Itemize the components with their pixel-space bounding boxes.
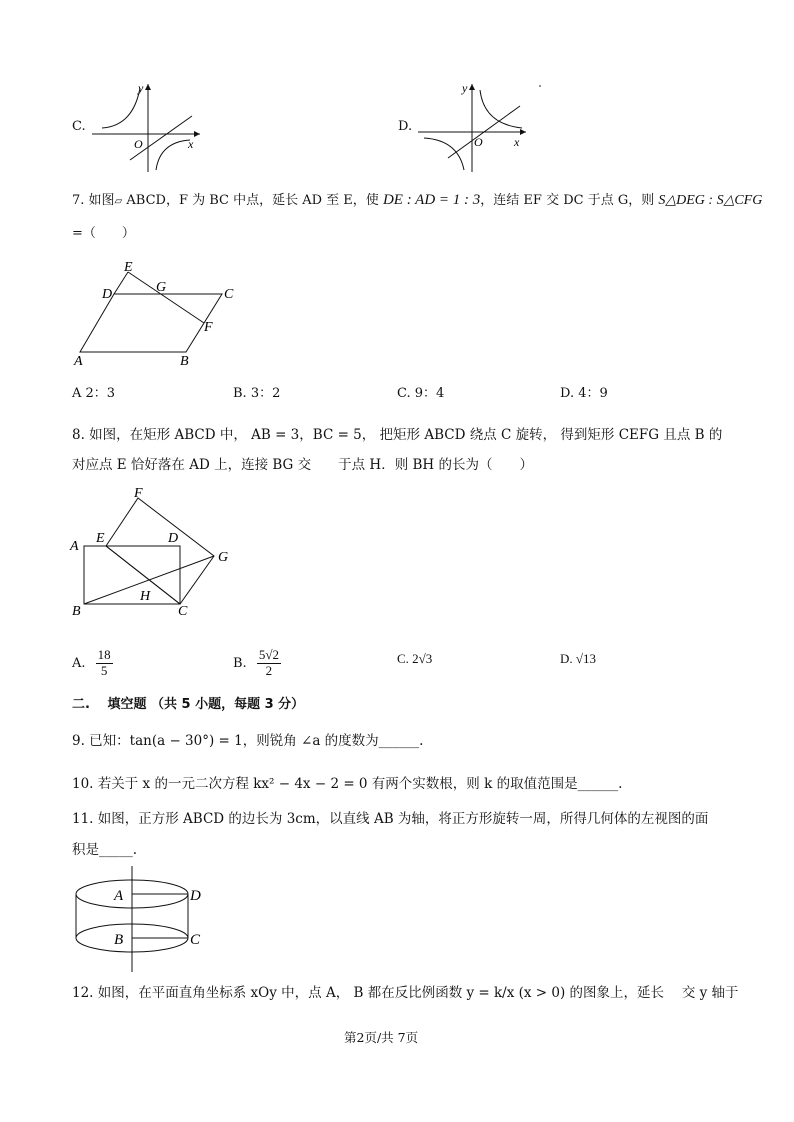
q8-option-a-numerator: 18 bbox=[97, 647, 111, 662]
svg-text:A: A bbox=[70, 539, 79, 554]
q8-option-a-fraction bbox=[96, 648, 113, 679]
q7-stem-c: ，连结 EF 交 DC 于点 G，则 bbox=[480, 193, 655, 208]
q6-graph-d bbox=[414, 80, 544, 175]
q8-line2: 对应点 E 恰好落在 AD 上，连接 BG 交 于点 H．则 BH 的长为（ ） bbox=[72, 457, 533, 473]
q10-text: 10. 若关于 x 的一元二次方程 kx² − 4x − 2 = 0 有两个实数根，则 k 的取值范围是______. bbox=[72, 776, 623, 792]
svg-text:D: D bbox=[168, 531, 179, 546]
q8-line1: 8. 如图，在矩形 ABCD 中， AB = 3，BC = 5， 把矩形 ABCD 绕点 C 旋转， 得到矩形 CEFG 且点 B 的 bbox=[72, 427, 723, 443]
svg-text:y: y bbox=[462, 81, 468, 95]
parallelogram-icon: ▱ bbox=[114, 196, 123, 207]
q8-option-a-label: A. bbox=[72, 655, 86, 671]
q11-line2: 积是_____. bbox=[72, 842, 138, 858]
svg-text:G: G bbox=[218, 550, 229, 565]
q9-text: 9. 已知：tan(a − 30°) = 1，则锐角 ∠a 的度数为______. bbox=[72, 733, 424, 749]
q8-option-b-denominator: 2 bbox=[265, 662, 273, 678]
svg-text:x: x bbox=[514, 135, 520, 149]
q7-area-ratio: S△DEG : S△CFG bbox=[658, 193, 763, 208]
q7-option-b: B. 3：2 bbox=[233, 386, 281, 401]
q12-text: 12. 如图，在平面直角坐标系 xOy 中，点 A， B 都在反比例函数 y = k/x (x > 0) 的图象上，延长 交 y 轴于 bbox=[72, 985, 739, 1001]
q8-figure bbox=[68, 484, 238, 620]
svg-text:F: F bbox=[204, 320, 213, 335]
section-title-fill-in: 二. 填空题 （共 5 小题，每题 3 分） bbox=[72, 697, 305, 712]
q8-option-b-numerator: 5√2 bbox=[258, 647, 279, 662]
q7-ratio: DE : AD = 1 : 3 bbox=[382, 192, 481, 208]
svg-text:D: D bbox=[190, 888, 201, 904]
q7-option-c: C. 9：4 bbox=[397, 386, 445, 401]
svg-text:H: H bbox=[140, 589, 151, 604]
svg-text:E: E bbox=[124, 260, 133, 275]
q8-option-a bbox=[72, 648, 113, 679]
q7-option-d: D. 4：9 bbox=[560, 386, 608, 401]
q7-stem bbox=[72, 192, 762, 209]
q7-stem-b: ABCD，F 为 BC 中点，延长 AD 至 E，使 bbox=[126, 193, 379, 208]
svg-text:x: x bbox=[188, 137, 194, 151]
svg-text:A: A bbox=[74, 354, 83, 369]
q8-option-d: D. √13 bbox=[560, 651, 597, 666]
q8-option-a-denominator: 5 bbox=[100, 662, 108, 678]
svg-text:B: B bbox=[180, 354, 189, 369]
q11-cylinder-figure bbox=[70, 864, 210, 976]
q8-option-c: C. 2√3 bbox=[397, 651, 433, 666]
svg-text:y: y bbox=[138, 81, 144, 95]
q6-graph-c bbox=[88, 80, 208, 175]
q6-option-c-label: C. bbox=[72, 119, 86, 134]
svg-text:D: D bbox=[102, 287, 113, 302]
q8-option-b bbox=[233, 648, 281, 679]
q7-option-a: A 2：3 bbox=[72, 386, 116, 401]
svg-text:A: A bbox=[114, 888, 124, 904]
page-footer: 第2页/共 7页 bbox=[344, 1030, 419, 1045]
q8-option-b-fraction bbox=[257, 648, 281, 679]
svg-text:G: G bbox=[156, 280, 167, 295]
svg-text:E: E bbox=[96, 531, 105, 546]
q11-line1: 11. 如图，正方形 ABCD 的边长为 3cm，以直线 AB 为轴，将正方形旋转一周，所得几何体的左视图的面 bbox=[72, 811, 709, 827]
svg-text:O: O bbox=[134, 137, 143, 151]
svg-text:B: B bbox=[114, 932, 124, 948]
q7-figure bbox=[72, 258, 247, 370]
q8-option-b-label: B. bbox=[233, 655, 247, 671]
svg-text:B: B bbox=[72, 604, 81, 619]
q7-stem-a: 7. 如图 bbox=[72, 193, 115, 208]
svg-text:C: C bbox=[224, 287, 234, 302]
q6-option-d-label: D. bbox=[398, 119, 413, 134]
svg-text:C: C bbox=[178, 604, 188, 619]
svg-text:C: C bbox=[190, 932, 201, 948]
q7-answer-blank: =（ ） bbox=[72, 226, 135, 241]
svg-text:O: O bbox=[474, 135, 483, 149]
svg-text:F: F bbox=[134, 486, 143, 501]
